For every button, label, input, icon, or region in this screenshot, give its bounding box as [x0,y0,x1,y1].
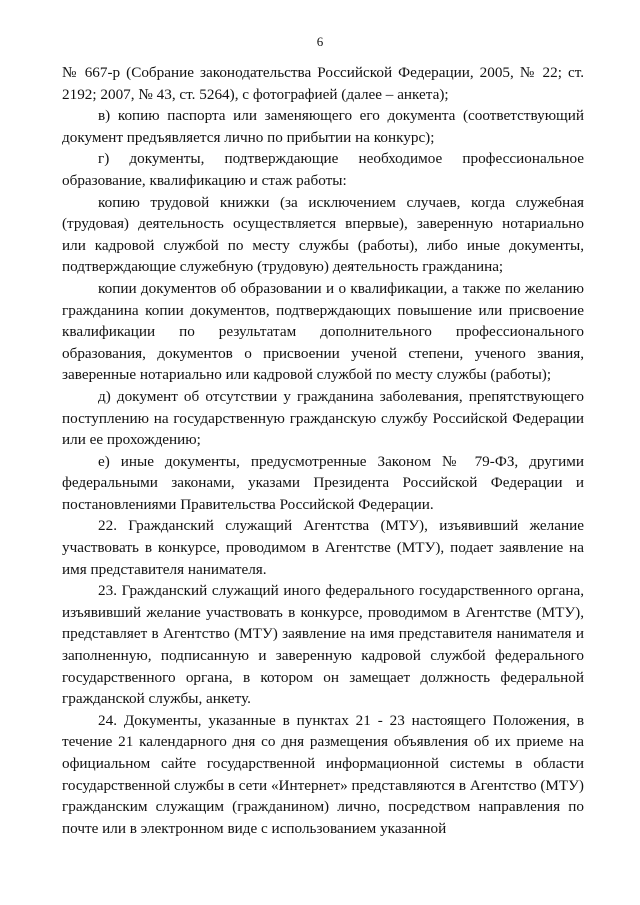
paragraph-24: 24. Документы, указанные в пунктах 21 - 23 настоящего Положения, в течение 21 календарного дня со дня размещения объявления об их приеме на официальном сайте государственной информационной системы в области государственной службы в сети «Интернет» представляются в Агентство (МТУ) гражданским служащим (гражданином) лично, посредством направления по почте или в электронном виде с использованием указанной [62,711,584,837]
paragraph-22: 22. Гражданский служащий Агентства (МТУ), изъявивший желание участвовать в конкурсе, проводимом в Агентстве (МТУ), подает заявление на имя представителя нанимателя. [62,517,584,578]
paragraph-item-d: д) документ об отсутствии у гражданина заболевания, препятствующего поступлению на государственную гражданскую службу Российской Федерации или ее прохождению; [62,387,584,449]
paragraph-education-docs: копии документов об образовании и о квалификации, а также по желанию гражданина копии документов, подтверждающих повышение или присвоение квалификации по результатам дополнительного профессионального образования, документов о присвоении ученой степени, ученого звания, заверенные нотариально или кадровой службой по месту службы (работы); [62,279,584,384]
paragraph-item-e: е) иные документы, предусмотренные Законом № 79-ФЗ, другими федеральными законами, указами Президента Российской Федерации и постановлениями Правительства Российской Федерации. [62,452,584,513]
paragraph-23: 23. Гражданский служащий иного федерального государственного органа, изъявивший желание участвовать в конкурсе, проводимом в Агентстве (МТУ), представляет в Агентство (МТУ) заявление на имя представителя нанимателя и заполненную, подписанную и заверенную кадровой службой федерального государственного органа, в котором он замещает должность федеральной гражданской службы, анкету. [62,582,584,708]
paragraph-item-v: в) копию паспорта или заменяющего его документа (соответствующий документ предъявляется лично по прибытии на конкурс); [62,107,584,146]
document-body [62,62,584,839]
paragraph-work-record: копию трудовой книжки (за исключением случаев, когда служебная (трудовая) деятельность осуществляется впервые), заверенную нотариально или кадровой службой по месту службы (работы), либо иные документы, подтверждающие служебную (трудовую) деятельность гражданина; [62,193,584,276]
paragraph-continuation: № 667-р (Собрание законодательства Российской Федерации, 2005, № 22; ст. 2192; 2007, № 43, ст. 5264), с фотографией (далее – анкета); [62,64,584,103]
page-number: 6 [316,34,324,49]
paragraph-item-g: г) документы, подтверждающие необходимое профессиональное образование, квалификацию и стаж работы: [62,150,584,189]
